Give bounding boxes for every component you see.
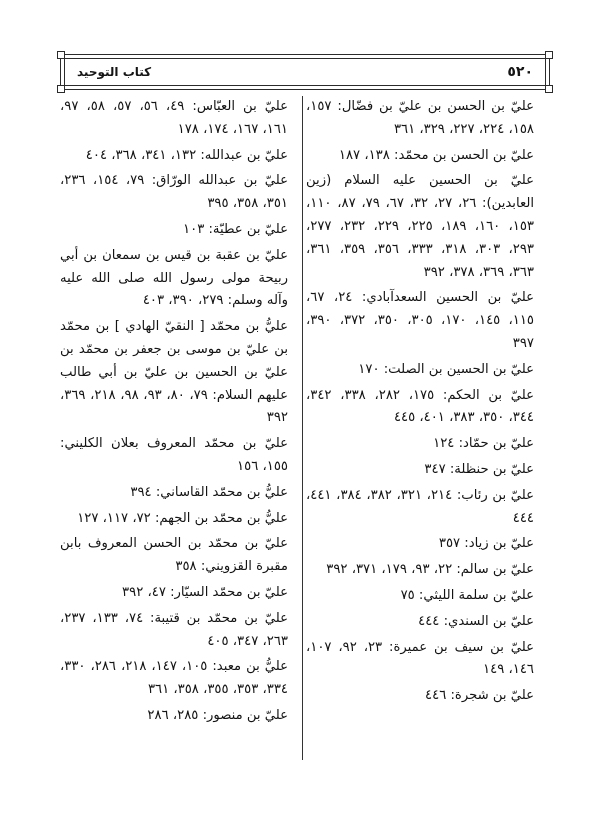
index-entry: عليّ بن زياد: ٣٥٧	[438, 536, 534, 552]
index-entry: عليّ بن عقبة بن قيس بن سمعان بن أبي ربيحة مولى رسول الله صلى الله عليه وآله وسلم: ٢٧٩، ٣٩٠، ٤٠٣	[60, 247, 288, 309]
index-entry: عليّ بن منصور: ٢٨٥، ٢٨٦	[147, 707, 288, 723]
index-entry: عليّ بن شجرة: ٤٤٦	[425, 688, 534, 704]
index-entry: عليّ بن الحسين عليه السلام (زين العابدين): ٢٦، ٢٧، ٣٢، ٦٧، ٧٩، ٨٧، ١١٠، ١٥٣، ١٦٠، ١٨٩، ٢٢٥، ٢٢٩، ٢٣٢، ٢٧٧، ٢٩٣، ٣٠٣، ٣١٨، ٣٣٣، ٣٥٦، ٣٥٩، ٣٦١، ٣٦٣، ٣٦٩، ٣٧٨، ٣٩٢	[306, 173, 535, 280]
column-divider	[302, 96, 303, 760]
index-entry: عليّ بن السندي: ٤٤٤	[418, 613, 534, 629]
index-entry: عليّ بن محمّد بن قتيبة: ٧٤، ١٣٣، ٢٣٧، ٢٦٣، ٣٤٧، ٤٠٥	[60, 610, 289, 649]
index-entry: عليّ بن الحسن بن محمّد: ١٣٨، ١٨٧	[338, 147, 534, 163]
index-entry: عليُّ بن محمّد بن الجهم: ٧٢، ١١٧، ١٢٧	[77, 510, 288, 526]
index-column-left	[60, 96, 288, 731]
index-entry: عليّ بن سيف بن عميرة: ٢٣، ٩٢، ١٠٧، ١٤٦، ١٤٩	[306, 639, 534, 678]
index-entry: عليّ بن محمّد السيّار: ٤٧، ٣٩٢	[122, 584, 288, 600]
book-title: كتاب التوحيد	[77, 65, 152, 79]
index-entry: عليّ بن سلمة الليثي: ٧٥	[400, 587, 534, 603]
index-entry: عليّ بن الحسن بن عليّ بن فضّال: ١٥٧، ١٥٨، ٢٢٤، ٢٢٧، ٣٢٩، ٣٦١	[306, 99, 534, 137]
frame-corner-ornament	[545, 85, 553, 93]
frame-corner-ornament	[57, 85, 65, 93]
running-header	[64, 58, 546, 86]
index-entry: عليّ بن سالم: ٢٢، ٩٣، ١٧٩، ٣٧١، ٣٩٢	[326, 562, 534, 578]
index-entry: عليُّ بن محمّد القاساني: ٣٩٤	[130, 484, 288, 500]
frame-corner-ornament	[545, 51, 553, 59]
index-entry: عليّ بن رئاب: ٢١٤، ٣٢١، ٣٨٢، ٣٨٤، ٤٤١، ٤٤٤	[306, 487, 535, 526]
page-number: ٥٢٠	[507, 64, 533, 80]
index-entry: عليّ بن عبدالله الورّاق: ٧٩، ١٥٤، ٢٣٦، ٣٥١، ٣٥٨، ٣٩٥	[60, 173, 289, 212]
index-entry: عليّ بن الحسين السعدآبادي: ٢٤، ٦٧، ١١٥، ١٤٥، ١٧٠، ٣٠٥، ٣٥٠، ٣٧٢، ٣٩٠، ٣٩٧	[306, 290, 535, 351]
index-entry: عليّ بن محمّد المعروف بعلان الكليني: ١٥٥، ١٥٦	[60, 436, 288, 474]
index-entry: عليّ بن عبدالله: ١٣٢، ٣٤١، ٣٦٨، ٤٠٤	[85, 147, 288, 163]
index-entry: عليُّ بن معبد: ١٠٥، ١٤٧، ٢١٨، ٢٨٦، ٣٣٠، ٣٣٤، ٣٥٣، ٣٥٥، ٣٥٨، ٣٦١	[60, 659, 288, 698]
index-entry: عليّ بن الحكم: ١٧٥، ٢٨٢، ٣٣٨، ٣٤٢، ٣٤٤، ٣٥٠، ٣٨٣، ٤٠١، ٤٤٥	[306, 387, 535, 426]
index-entry: عليّ بن حمّاد: ١٢٤	[433, 436, 534, 452]
index-entry: عليّ بن عطيّة: ١٠٣	[183, 221, 288, 237]
index-entry: عليّ بن محمّد بن الحسن المعروف بابن مقبرة القزويني: ٣٥٨	[60, 536, 288, 575]
index-entry: عليُّ بن محمّد [ النقيّ الهادي ] بن محمّد بن عليّ بن موسى بن جعفر بن محمّد بن عليّ بن الحسين بن عليّ بن أبي طالب عليهم السلام: ٧٩، ٨٠، ٩٣، ٩٨، ٢١٨، ٣٦٩، ٣٩٢	[60, 319, 289, 426]
index-entry: عليّ بن حنظلة: ٣٤٧	[424, 461, 534, 477]
index-entry: عليّ بن العبّاس: ٤٩، ٥٦، ٥٧، ٥٨، ٩٧، ١٦١، ١٦٧، ١٧٤، ١٧٨	[60, 99, 289, 137]
index-column-right	[306, 96, 534, 711]
index-entry: عليّ بن الحسين بن الصلت: ١٧٠	[358, 361, 534, 377]
